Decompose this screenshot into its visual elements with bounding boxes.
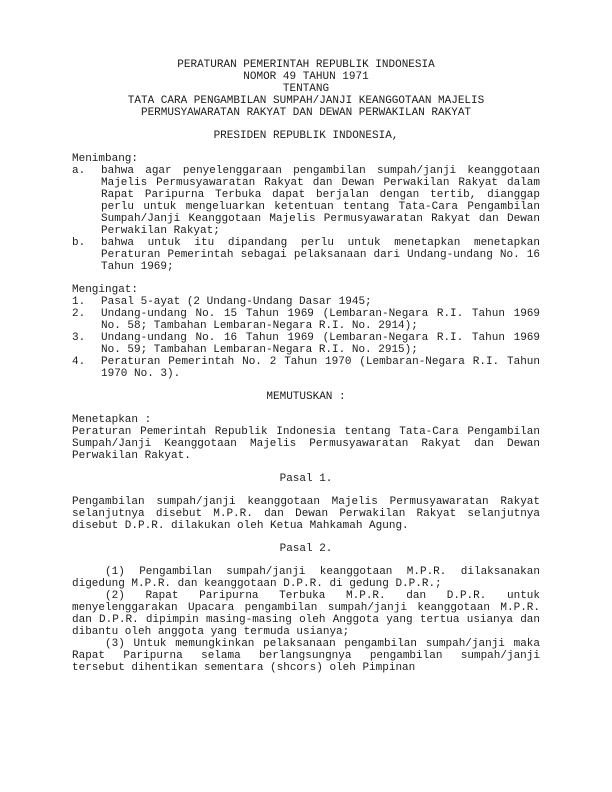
menetapkan-label: Menetapkan : bbox=[72, 414, 152, 426]
pasal-1-heading: Pasal 1. bbox=[279, 473, 333, 485]
pasal-1-text: Pengambilan sumpah/janji keanggotaan Majelis Permusyawaratan Rakyat selanjutnya disebut M.P.R. dan Dewan Perwakilan Rakyat selanjutnya disebut D.P.R. dilakukan oleh Ketua Mahkamah Agung. bbox=[72, 496, 540, 532]
pasal-2-paragraph-2: (2) Rapat Paripurna Terbuka M.P.R. dan D.P.R. untuk menyelenggarakan Upacara pengambilan sumpah/janji keanggotaan M.P.R. dan D.P.R. dipimpin masing-masing oleh Anggota yang tertua usianya dan dibantu oleh anggota yang termuda usianya; bbox=[72, 590, 540, 638]
mengingat-item-4-marker: 4. bbox=[72, 356, 86, 368]
mengingat-item-1 bbox=[72, 296, 540, 308]
pasal-2-paragraph-1: (1) Pengambilan sumpah/janji keanggotaan M.P.R. dilaksanakan digedung M.P.R. dan keanggotaan D.P.R. di gedung D.P.R.; bbox=[72, 566, 540, 590]
mengingat-item-3 bbox=[72, 332, 540, 356]
pasal-2-section bbox=[72, 543, 540, 674]
doc-title-line-5: PERMUSYAWARATAN RAKYAT DAN DEWAN PERWAKILAN RAKYAT bbox=[140, 107, 472, 119]
spacer bbox=[72, 403, 540, 414]
mengingat-label: Mengingat: bbox=[72, 284, 139, 296]
menimbang-item-a-text: bahwa agar penyelenggaraan pengambilan sumpah/janji keanggotaan Majelis Permusyawaratan Rakyat dan Dewan Perwakilan Rakyat dalam Rapat Paripurna Terbuka dapat berjalan dengan tertib, dianggap perlu untuk mengeluarkan ketentuan tentang Tata-Cara Pengambilan Sumpah/Janji Keanggotaan Majelis Permusyawaratan Rakyat dan Dewan Perwakilan Rakyat; bbox=[101, 165, 540, 237]
mengingat-item-1-marker: 1. bbox=[72, 296, 86, 308]
mengingat-item-1-text: Pasal 5-ayat (2 Undang-Undang Dasar 1945; bbox=[101, 296, 372, 308]
menimbang-section bbox=[72, 153, 540, 273]
mengingat-section bbox=[72, 284, 540, 380]
menetapkan-text: Peraturan Pemerintah Republik Indonesia tentang Tata-Cara Pengambilan Sumpah/Janji Keanggotaan Majelis Permusyawaratan Rakyat dan Dewan Perwakilan Rakyat. bbox=[72, 426, 540, 462]
mengingat-item-2-text: Undang-undang No. 15 Tahun 1969 (Lembaran-Negara R.I. Tahun 1969 No. 58; Tambahan Lembaran-Negara R.I. No. 2914); bbox=[101, 308, 540, 332]
spacer bbox=[72, 555, 540, 566]
memutuskan-heading: MEMUTUSKAN : bbox=[266, 391, 346, 403]
menimbang-item-b bbox=[72, 237, 540, 273]
menetapkan-section bbox=[72, 414, 540, 462]
mengingat-item-3-marker: 3. bbox=[72, 332, 86, 344]
pasal-2-heading: Pasal 2. bbox=[279, 543, 333, 555]
spacer bbox=[72, 142, 540, 153]
doc-title-line-3: TENTANG bbox=[282, 83, 330, 95]
menimbang-label: Menimbang: bbox=[72, 153, 139, 165]
mengingat-item-2 bbox=[72, 308, 540, 332]
mengingat-item-3-text: Undang-undang No. 16 Tahun 1969 (Lembaran-Negara R.I. Tahun 1969 No. 59; Tambahan Lembaran-Negara R.I. No. 2915); bbox=[101, 332, 540, 356]
menimbang-item-a bbox=[72, 165, 540, 237]
presiden-heading: PRESIDEN REPUBLIK INDONESIA, bbox=[213, 130, 399, 142]
menimbang-item-b-text: bahwa untuk itu dipandang perlu untuk menetapkan menetapkan Peraturan Pemerintah sebagai pelaksanaan dari Undang-undang No. 16 Tahun 1969; bbox=[101, 237, 540, 273]
spacer bbox=[72, 462, 540, 473]
doc-title-line-4: TATA CARA PENGAMBILAN SUMPAH/JANJI KEANGGOTAAN MAJELIS bbox=[127, 95, 485, 107]
mengingat-item-2-marker: 2. bbox=[72, 308, 86, 320]
doc-title-line-1: PERATURAN PEMERINTAH REPUBLIK INDONESIA bbox=[177, 59, 435, 71]
spacer bbox=[72, 532, 540, 543]
pasal-2-paragraph-3: (3) Untuk memungkinkan pelaksanaan pengambilan sumpah/janji maka Rapat Paripurna selama berlangsungnya pengambilan sumpah/janji tersebut dihentikan sementara (shcors) oleh Pimpinan bbox=[72, 638, 540, 674]
spacer bbox=[72, 119, 540, 130]
document-header bbox=[72, 59, 540, 119]
spacer bbox=[72, 273, 540, 284]
menimbang-item-b-marker: b. bbox=[72, 237, 86, 249]
menimbang-item-a-marker: a. bbox=[72, 165, 86, 177]
spacer bbox=[72, 380, 540, 391]
mengingat-item-4-text: Peraturan Pemerintah No. 2 Tahun 1970 (Lembaran-Negara R.I. Tahun 1970 No. 3). bbox=[101, 356, 540, 380]
mengingat-item-4 bbox=[72, 356, 540, 380]
pasal-1-section bbox=[72, 473, 540, 532]
doc-title-line-2: NOMOR 49 TAHUN 1971 bbox=[243, 71, 369, 83]
spacer bbox=[72, 485, 540, 496]
